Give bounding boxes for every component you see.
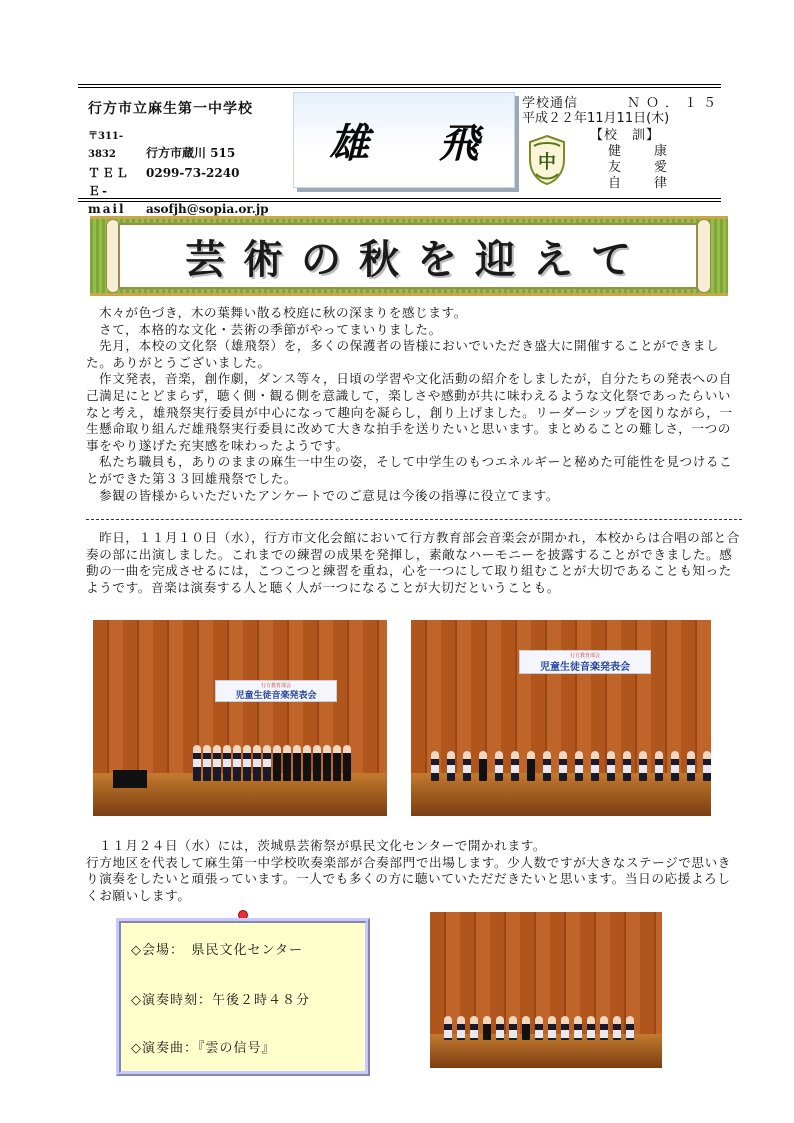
band-photo-2 — [430, 912, 662, 1068]
intro-paragraph: 参観の皆様からいただいたアンケートでのご意見は今後の指導に役立てます。 — [99, 487, 560, 503]
banner — [118, 223, 698, 289]
svg-text:中: 中 — [538, 152, 556, 173]
sign-subtitle: 行方教育部会 — [260, 683, 291, 689]
address: 行方市蔵川 515 — [146, 146, 236, 160]
band-photo — [411, 620, 711, 816]
header-bottom-rule-2 — [78, 201, 721, 202]
venue-info: ◇会場： 県民文化センター — [131, 943, 303, 958]
intro-paragraph: 先月，本校の文化祭（雄飛祭）を，多くの保護者の皆様においでいただき盛大に開催することができました。ありがとうございました。 — [86, 338, 720, 370]
intro-paragraph: 木々が色づき，木の葉舞い散る校庭に秋の深まりを感じます。 — [99, 305, 467, 320]
school-name: 行方市立麻生第一中学校 — [88, 101, 253, 117]
intro-paragraph: さて，本格的な文化・芸術の季節がやってまいりました。 — [99, 321, 442, 337]
festival-paragraph: １１月２４日（水）には，茨城県芸術祭が県民文化センターで開かれます。 — [99, 838, 547, 853]
banner-title: 芸術の秋を迎えて — [185, 236, 649, 283]
tel-number: 0299-73-2240 — [146, 166, 240, 180]
piece-info: ◇演奏曲：『雲の信号』 — [131, 1041, 276, 1056]
newsletter-title-box — [293, 92, 515, 188]
school-emblem-icon — [524, 134, 570, 186]
band-members — [444, 1016, 634, 1040]
tel-label: ＴＥＬ — [88, 166, 131, 180]
time-info: ◇演奏時刻：午後２時４８分 — [131, 993, 310, 1008]
sign-title: 児童生徒音楽発表会 — [540, 662, 630, 673]
festival-section — [86, 838, 742, 904]
choir-photo — [93, 620, 387, 816]
concert-sign — [215, 680, 337, 702]
concert-paragraph: 昨日，１１月１０日（水），行方市文化会館において行方教育部会音楽会が開かれ，本校からは合唱の部と合奏の部に出演しました。これまでの練習の成果を発揮し，素敵なハーモニーを披露することができました。感動の一曲を完成させるには，こつこつと練習を重ね，心を一つにして取り組むことが大切であることも知ったようです。音楽は演奏する人と聴く人が一つになることが大切だということも。 — [86, 530, 740, 595]
header-bottom-rule — [78, 198, 721, 199]
intro-paragraph: 私たち職員も，ありのままの麻生一中生の姿，そして中学生のもつエネルギーと秘めた可能性を見つけることができた第３３回雄飛祭でした。 — [86, 454, 733, 486]
piano — [113, 770, 147, 788]
concert-sign — [519, 650, 651, 674]
issue-info — [522, 96, 722, 126]
section-divider — [86, 519, 742, 520]
motto-item: 友 愛 — [608, 160, 678, 175]
motto-label: 【校 訓】 — [590, 128, 661, 143]
newsletter-type: 学校通信 — [522, 96, 579, 111]
motto-item: 自 律 — [608, 176, 678, 191]
school-info — [88, 98, 288, 218]
sign-subtitle: 行方教育部会 — [569, 653, 600, 659]
top-rule — [78, 84, 721, 85]
band-members — [431, 751, 711, 781]
school-motto — [590, 128, 677, 192]
email-label: Ｅ-mail — [88, 184, 126, 216]
top-rule-2 — [78, 87, 721, 88]
performance-info-box — [116, 918, 370, 1076]
sign-title: 児童生徒音楽発表会 — [235, 691, 317, 701]
postal-code: 〒311-3832 — [88, 131, 124, 160]
intro-section — [86, 305, 742, 504]
newsletter-title: 雄 飛 — [329, 120, 507, 167]
choir-members — [193, 745, 351, 781]
issue-number: ＮＯ．１５ — [626, 96, 722, 111]
concert-section — [86, 530, 742, 596]
festival-paragraph: 行方地区を代表して麻生第一中学校吹奏楽部が合奏部門で出場します。少人数ですが大きなステージで思いきり演奏をしたいと頑張っています。一人でも多くの方に聴いていただだきたいと思います。当日の応援よろしくお願いします。 — [86, 854, 731, 903]
issue-date: 平成２２年11月11日(木) — [522, 111, 670, 126]
email-address: asofjh@sopia.or.jp — [146, 202, 269, 216]
scroll-right-icon — [697, 219, 711, 293]
intro-paragraph: 作文発表，音楽，創作劇，ダンス等々，日頃の学習や文化活動の紹介をしましたが，自分たちの発表への自己満足にとどまらず，聴く側・観る側を意識して，楽しさや感動が共に味わえるような文化祭であったらいいなと考え，雄飛祭実行委員が中心になって趣向を凝らし，創り上げました。リーダーシップを図りながら，一生懸命取り組んだ雄飛祭実行委員に改めて大きな拍手を送りたいと思います。まとめることの難しさ，一つの事をやり遂げた充実感を味わったようです。 — [86, 371, 733, 453]
motto-item: 健 康 — [608, 144, 678, 159]
